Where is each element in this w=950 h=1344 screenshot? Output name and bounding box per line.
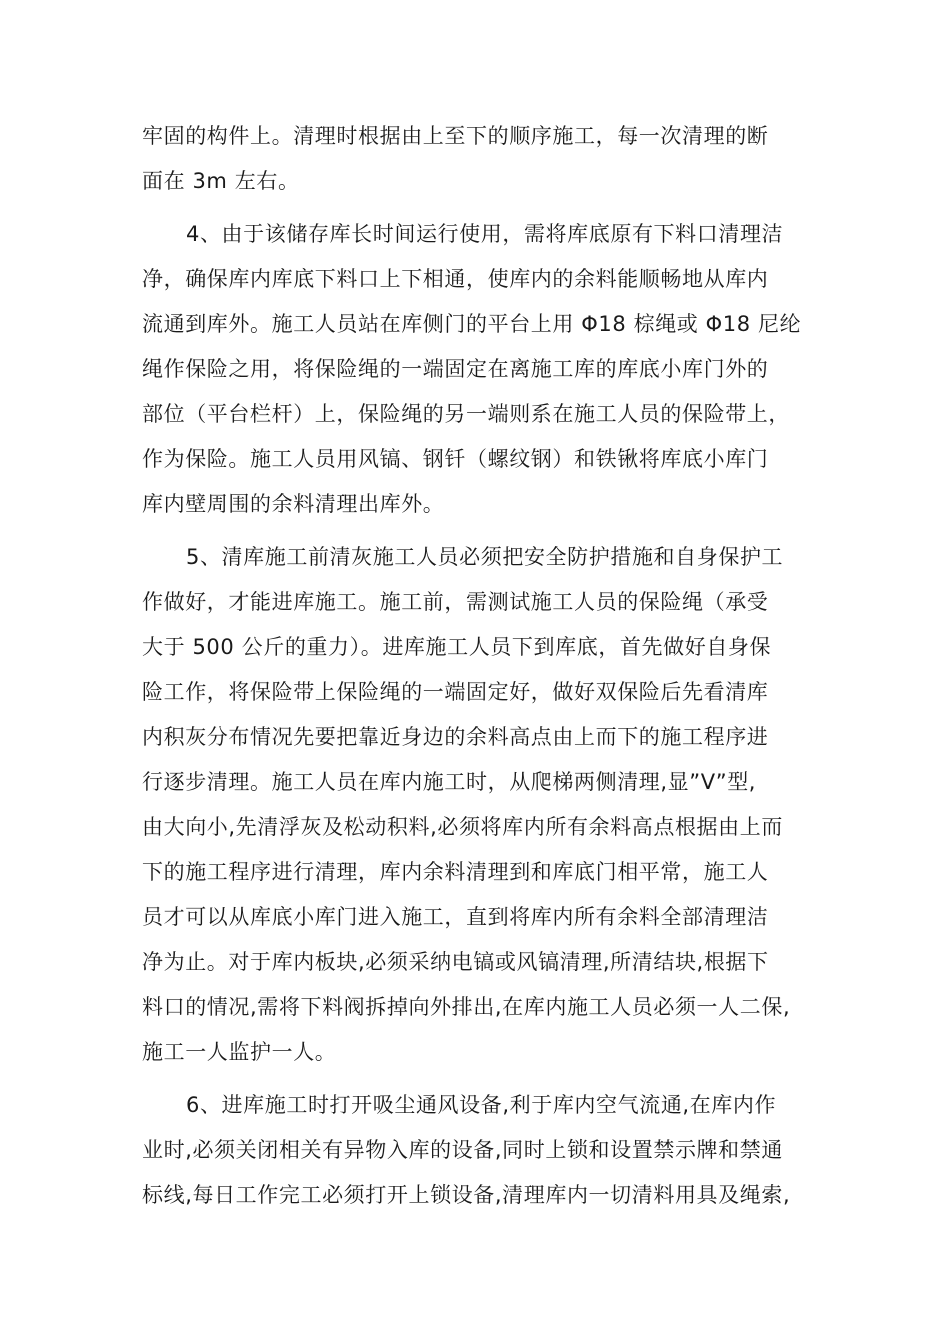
text-line: 绳作保险之用，将保险绳的一端固定在离施工库的库底小库门外的 [142,357,769,381]
text-line: 流通到库外。施工人员站在库侧门的平台上用 Φ18 棕绳或 Φ18 尼纶 [142,312,802,336]
text-line: 牢固的构件上。清理时根据由上至下的顺序施工，每一次清理的断 [142,124,769,148]
text-line: 面在 3m 左右。 [142,169,300,193]
text-line: 4、由于该储存库长时间运行使用，需将库底原有下料口清理洁 [186,222,784,246]
text-line: 下的施工程序进行清理，库内余料清理到和库底门相平常，施工人 [142,860,769,884]
paragraph-4 [142,212,810,527]
text-line: 内积灰分布情况先要把靠近身边的余料高点由上而下的施工程序进 [142,725,769,749]
text-line: 大于 500 公斤的重力）。进库施工人员下到库底，首先做好自身保 [142,635,772,659]
text-line: 料口的情况,需将下料阀拆掉向外排出,在库内施工人员必须一人二保, [142,995,791,1019]
text-line: 作做好，才能进库施工。施工前，需测试施工人员的保险绳（承受 [142,590,769,614]
text-line: 施工一人监护一人。 [142,1040,337,1064]
text-line: 员才可以从库底小库门进入施工，直到将库内所有余料全部清理洁 [142,905,769,929]
text-line: 由大向小,先清浮灰及松动积料,必须将库内所有余料高点根据由上而 [142,815,783,839]
paragraph-continuation [142,114,810,204]
paragraph-5 [142,535,810,1075]
text-line: 险工作，将保险带上保险绳的一端固定好，做好双保险后先看清库 [142,680,769,704]
text-line: 5、清库施工前清灰施工人员必须把安全防护措施和自身保护工 [186,545,784,569]
text-line: 标线,每日工作完工必须打开上锁设备,清理库内一切清料用具及绳索, [142,1183,791,1207]
text-line: 净，确保库内库底下料口上下相通，使库内的余料能顺畅地从库内 [142,267,769,291]
text-line: 行逐步清理。施工人员在库内施工时，从爬梯两侧清理,显”V”型, [142,770,757,794]
paragraph-6 [142,1083,810,1218]
text-line: 业时,必须关闭相关有异物入库的设备,同时上锁和设置禁示牌和禁通 [142,1138,783,1162]
document-body [142,114,810,1218]
text-line: 净为止。对于库内板块,必须采纳电镐或风镐清理,所清结块,根据下 [142,950,769,974]
text-line: 6、进库施工时打开吸尘通风设备,利于库内空气流通,在库内作 [186,1093,777,1117]
text-line: 作为保险。施工人员用风镐、钢钎（螺纹钢）和铁锹将库底小库门 [142,447,769,471]
text-line: 库内壁周围的余料清理出库外。 [142,492,445,516]
text-line: 部位（平台栏杆）上，保险绳的另一端则系在施工人员的保险带上， [142,402,790,426]
